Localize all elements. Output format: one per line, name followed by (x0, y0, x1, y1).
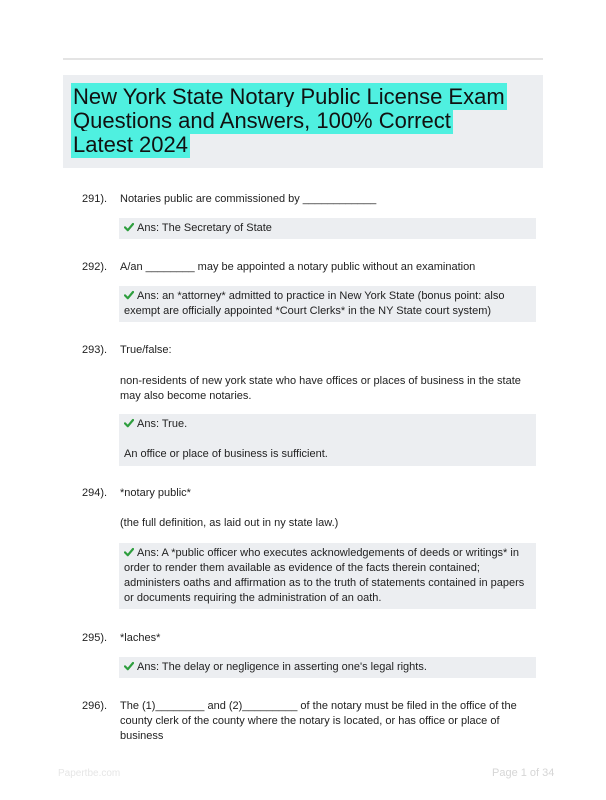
question-text: *laches* (120, 632, 161, 644)
check-icon (124, 222, 134, 232)
check-icon (124, 547, 134, 557)
question-number: 293). (82, 344, 108, 356)
answer-text: Ans: The Secretary of State (124, 221, 531, 236)
answer-note: An office or place of business is sufficient. (124, 448, 328, 460)
top-divider (63, 58, 543, 60)
question-text: Notaries public are commissioned by ____________ (120, 193, 377, 205)
title-banner (63, 75, 543, 168)
answer-text: Ans: True. (124, 417, 531, 432)
check-icon (124, 661, 134, 671)
question-number: 296). (82, 700, 108, 712)
footer-watermark: Papertbe.com (58, 768, 121, 779)
question-number: 291). (82, 193, 108, 205)
check-icon (124, 418, 134, 428)
answer-text: Ans: an *attorney* admitted to practice in New York State (bonus point: also exempt are officially appointed *Court Clerks* in the NY State court system) (124, 290, 505, 317)
page-number: Page 1 of 34 (492, 767, 555, 779)
question-text: The (1)________ and (2)_________ of the notary must be filed in the office of the county clerk of the county where the notary is located, or has office or place of business (120, 700, 517, 742)
check-icon (124, 290, 134, 300)
answer-box (119, 286, 536, 322)
answer-box (119, 543, 536, 609)
question-number: 295). (82, 632, 108, 644)
document-title: New York State Notary Public License Exam Questions and Answers, 100% Correct Latest 2024 (73, 84, 505, 157)
answer-box (119, 218, 536, 239)
answer-box (119, 414, 536, 466)
question-text: A/an ________ may be appointed a notary public without an examination (120, 261, 476, 273)
question-number: 292). (82, 261, 108, 273)
question-text: True/false: (120, 344, 172, 356)
answer-box (119, 657, 536, 678)
question-text: *notary public* (120, 487, 191, 499)
question-number: 294). (82, 487, 108, 499)
question-text: (the full definition, as laid out in ny state law.) (120, 517, 339, 529)
answer-text: Ans: A *public officer who executes acknowledgements of deeds or writings* in order to render them available as evidence of the facts therein contained; administers oaths and affirmation as to the truth of statements contained in papers or documents requiring the administration of an oath. (124, 547, 525, 604)
answer-text: Ans: The delay or negligence in asserting one's legal rights. (124, 660, 531, 675)
question-text: non-residents of new york state who have offices or places of business in the state may also become notaries. (120, 375, 521, 402)
